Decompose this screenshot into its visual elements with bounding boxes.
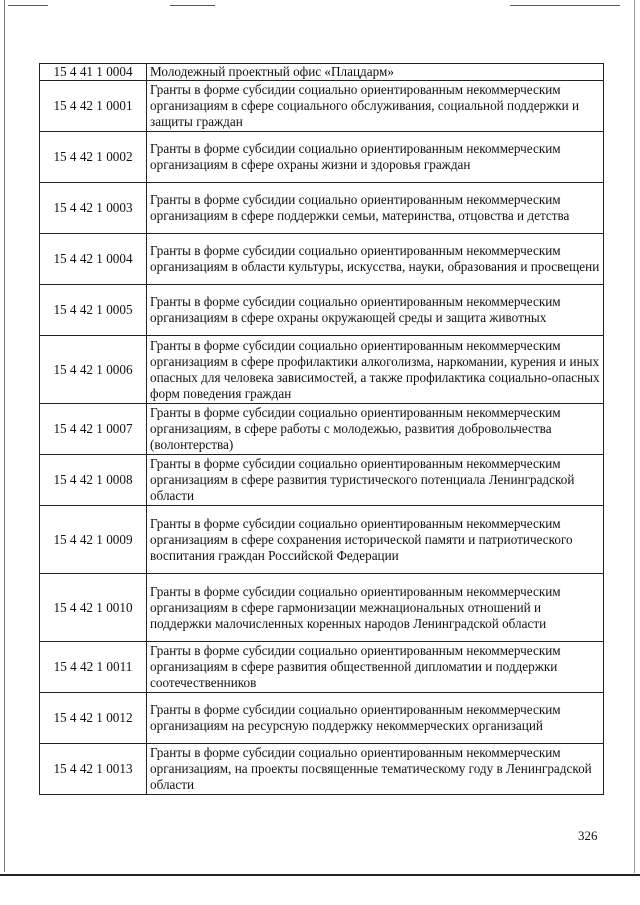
budget-codes-table — [39, 63, 604, 795]
table-row — [40, 132, 604, 183]
description-cell: Гранты в форме субсидии социально ориентированным некоммерческим организациям в сфере сохранения исторической памяти и патриотического воспитания граждан Российской Федерации — [147, 506, 604, 574]
description-cell: Гранты в форме субсидии социально ориентированным некоммерческим организациям в сфере охраны окружающей среды и защита животных — [147, 285, 604, 336]
code-cell: 15 4 42 1 0008 — [40, 455, 147, 506]
code-cell: 15 4 41 1 0004 — [40, 64, 147, 81]
description-cell: Гранты в форме субсидии социально ориентированным некоммерческим организациям, в сфере работы с молодежью, развития добровольчества (волонтерства) — [147, 404, 604, 455]
code-cell: 15 4 42 1 0013 — [40, 744, 147, 795]
table-row — [40, 693, 604, 744]
scan-edge-top-left — [8, 5, 48, 6]
code-cell: 15 4 42 1 0003 — [40, 183, 147, 234]
scan-edge-left — [4, 0, 5, 872]
description-cell: Гранты в форме субсидии социально ориентированным некоммерческим организациям, на проекты посвященные тематическому году в Ленинградской области — [147, 744, 604, 795]
table-row — [40, 81, 604, 132]
code-cell: 15 4 42 1 0005 — [40, 285, 147, 336]
table-row — [40, 404, 604, 455]
code-cell: 15 4 42 1 0006 — [40, 336, 147, 404]
table-row — [40, 455, 604, 506]
code-cell: 15 4 42 1 0002 — [40, 132, 147, 183]
description-cell: Гранты в форме субсидии социально ориентированным некоммерческим организациям на ресурсную поддержку некоммерческих организаций — [147, 693, 604, 744]
code-cell: 15 4 42 1 0011 — [40, 642, 147, 693]
table-row — [40, 744, 604, 795]
table-row — [40, 183, 604, 234]
description-cell: Гранты в форме субсидии социально ориентированным некоммерческим организациям в сфере гармонизации межнациональных отношений и поддержки малочисленных коренных народов Ленинградской области — [147, 574, 604, 642]
scan-edge-top-right — [510, 5, 620, 6]
description-cell: Гранты в форме субсидии социально ориентированным некоммерческим организациям в сфере социального обслуживания, социальной поддержки и защиты граждан — [147, 81, 604, 132]
table-row — [40, 285, 604, 336]
table-row — [40, 234, 604, 285]
code-cell: 15 4 42 1 0010 — [40, 574, 147, 642]
table-row — [40, 574, 604, 642]
table-row — [40, 506, 604, 574]
description-cell: Молодежный проектный офис «Плацдарм» — [147, 64, 604, 81]
code-cell: 15 4 42 1 0009 — [40, 506, 147, 574]
description-cell: Гранты в форме субсидии социально ориентированным некоммерческим организациям в сфере поддержки семьи, материнства, отцовства и детства — [147, 183, 604, 234]
description-cell: Гранты в форме субсидии социально ориентированным некоммерческим организациям в сфере развития общественной дипломатии и поддержки соотечественников — [147, 642, 604, 693]
table-row — [40, 64, 604, 81]
scan-edge-bottom — [0, 874, 640, 876]
code-cell: 15 4 42 1 0004 — [40, 234, 147, 285]
code-cell: 15 4 42 1 0001 — [40, 81, 147, 132]
code-cell: 15 4 42 1 0007 — [40, 404, 147, 455]
table-row — [40, 642, 604, 693]
description-cell: Гранты в форме субсидии социально ориентированным некоммерческим организациям в сфере профилактики алкоголизма, наркомании, курения и иных опасных для человека зависимостей, а также профилактика социально-опасных форм поведения граждан — [147, 336, 604, 404]
table-row — [40, 336, 604, 404]
code-cell: 15 4 42 1 0012 — [40, 693, 147, 744]
description-cell: Гранты в форме субсидии социально ориентированным некоммерческим организациям в сфере развития туристического потенциала Ленинградской области — [147, 455, 604, 506]
description-cell: Гранты в форме субсидии социально ориентированным некоммерческим организациям в сфере охраны жизни и здоровья граждан — [147, 132, 604, 183]
description-cell: Гранты в форме субсидии социально ориентированным некоммерческим организациям в области культуры, искусства, науки, образования и просвещени — [147, 234, 604, 285]
page-number: 326 — [578, 828, 598, 843]
scan-edge-right — [634, 0, 635, 873]
scan-edge-top-mid — [170, 5, 215, 6]
